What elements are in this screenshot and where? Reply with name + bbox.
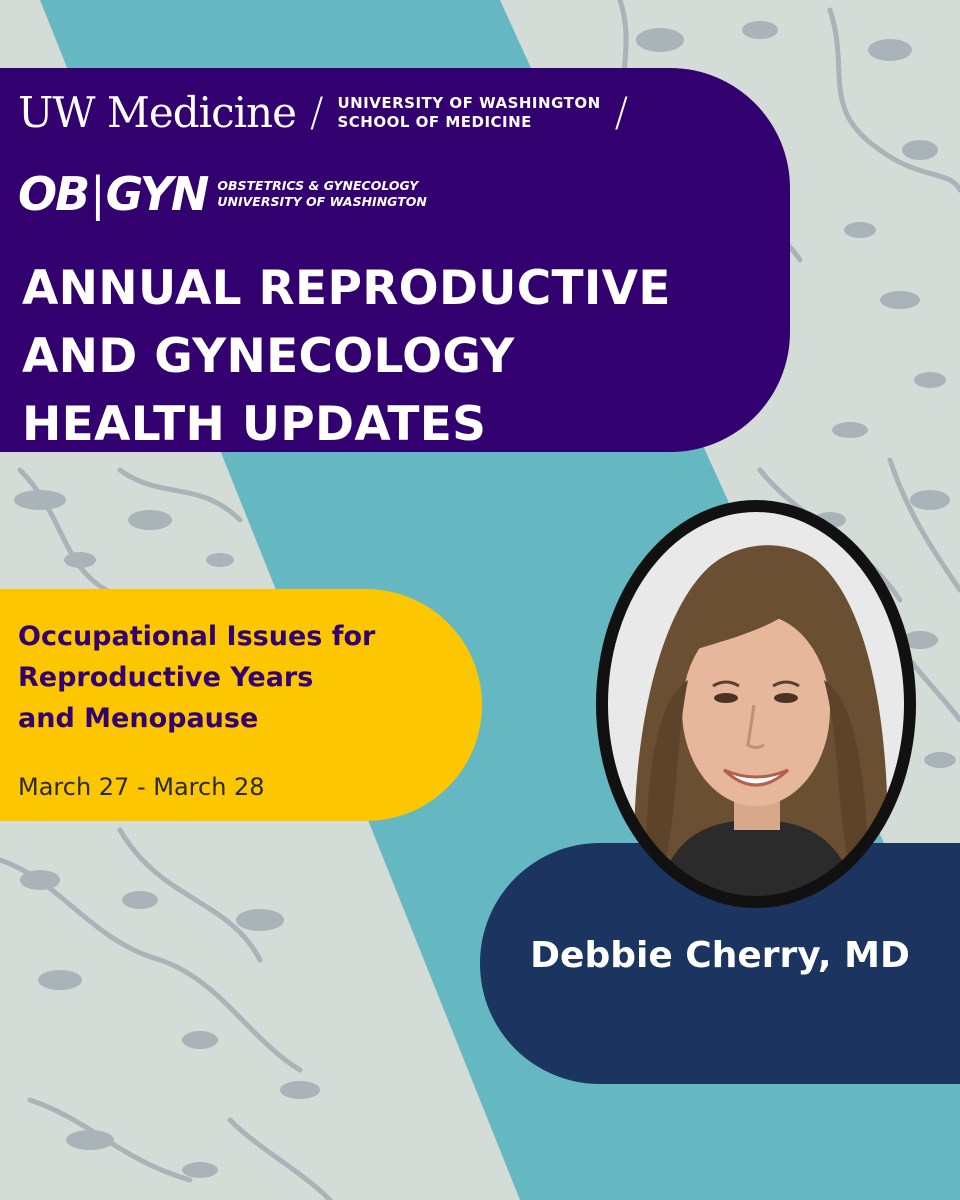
school-line-2: SCHOOL OF MEDICINE xyxy=(337,113,532,131)
logo-divider-end: / xyxy=(614,90,629,136)
uw-medicine-logo-row xyxy=(18,88,642,138)
obgyn-logo-right: GYN xyxy=(105,167,208,221)
school-line-1: UNIVERSITY OF WASHINGTON xyxy=(337,94,601,112)
department-line-1: OBSTETRICS & GYNECOLOGY xyxy=(217,178,419,193)
talk-title-line-3: and Menopause xyxy=(18,703,259,734)
talk-title-line-1: Occupational Issues for xyxy=(18,621,376,652)
headline-line-3: HEALTH UPDATES xyxy=(22,397,487,452)
logo-divider: / xyxy=(309,90,324,136)
event-headline xyxy=(22,255,782,459)
speaker-portrait xyxy=(596,500,916,908)
school-name xyxy=(337,94,600,132)
obgyn-logo-bar: | xyxy=(90,167,104,221)
obgyn-logo xyxy=(18,167,208,221)
obgyn-logo-left: OB xyxy=(18,167,89,221)
talk-title xyxy=(18,616,468,739)
department-name xyxy=(217,178,426,210)
obgyn-logo-row xyxy=(18,168,427,220)
headline-line-1: ANNUAL REPRODUCTIVE xyxy=(22,261,671,316)
department-line-2: UNIVERSITY OF WASHINGTON xyxy=(217,194,427,209)
uw-medicine-logo: UW Medicine xyxy=(18,88,296,137)
talk-title-line-2: Reproductive Years xyxy=(18,662,314,693)
speaker-name: Debbie Cherry, MD xyxy=(530,935,910,976)
talk-dates: March 27 - March 28 xyxy=(18,773,265,801)
headline-line-2: AND GYNECOLOGY xyxy=(22,329,515,384)
